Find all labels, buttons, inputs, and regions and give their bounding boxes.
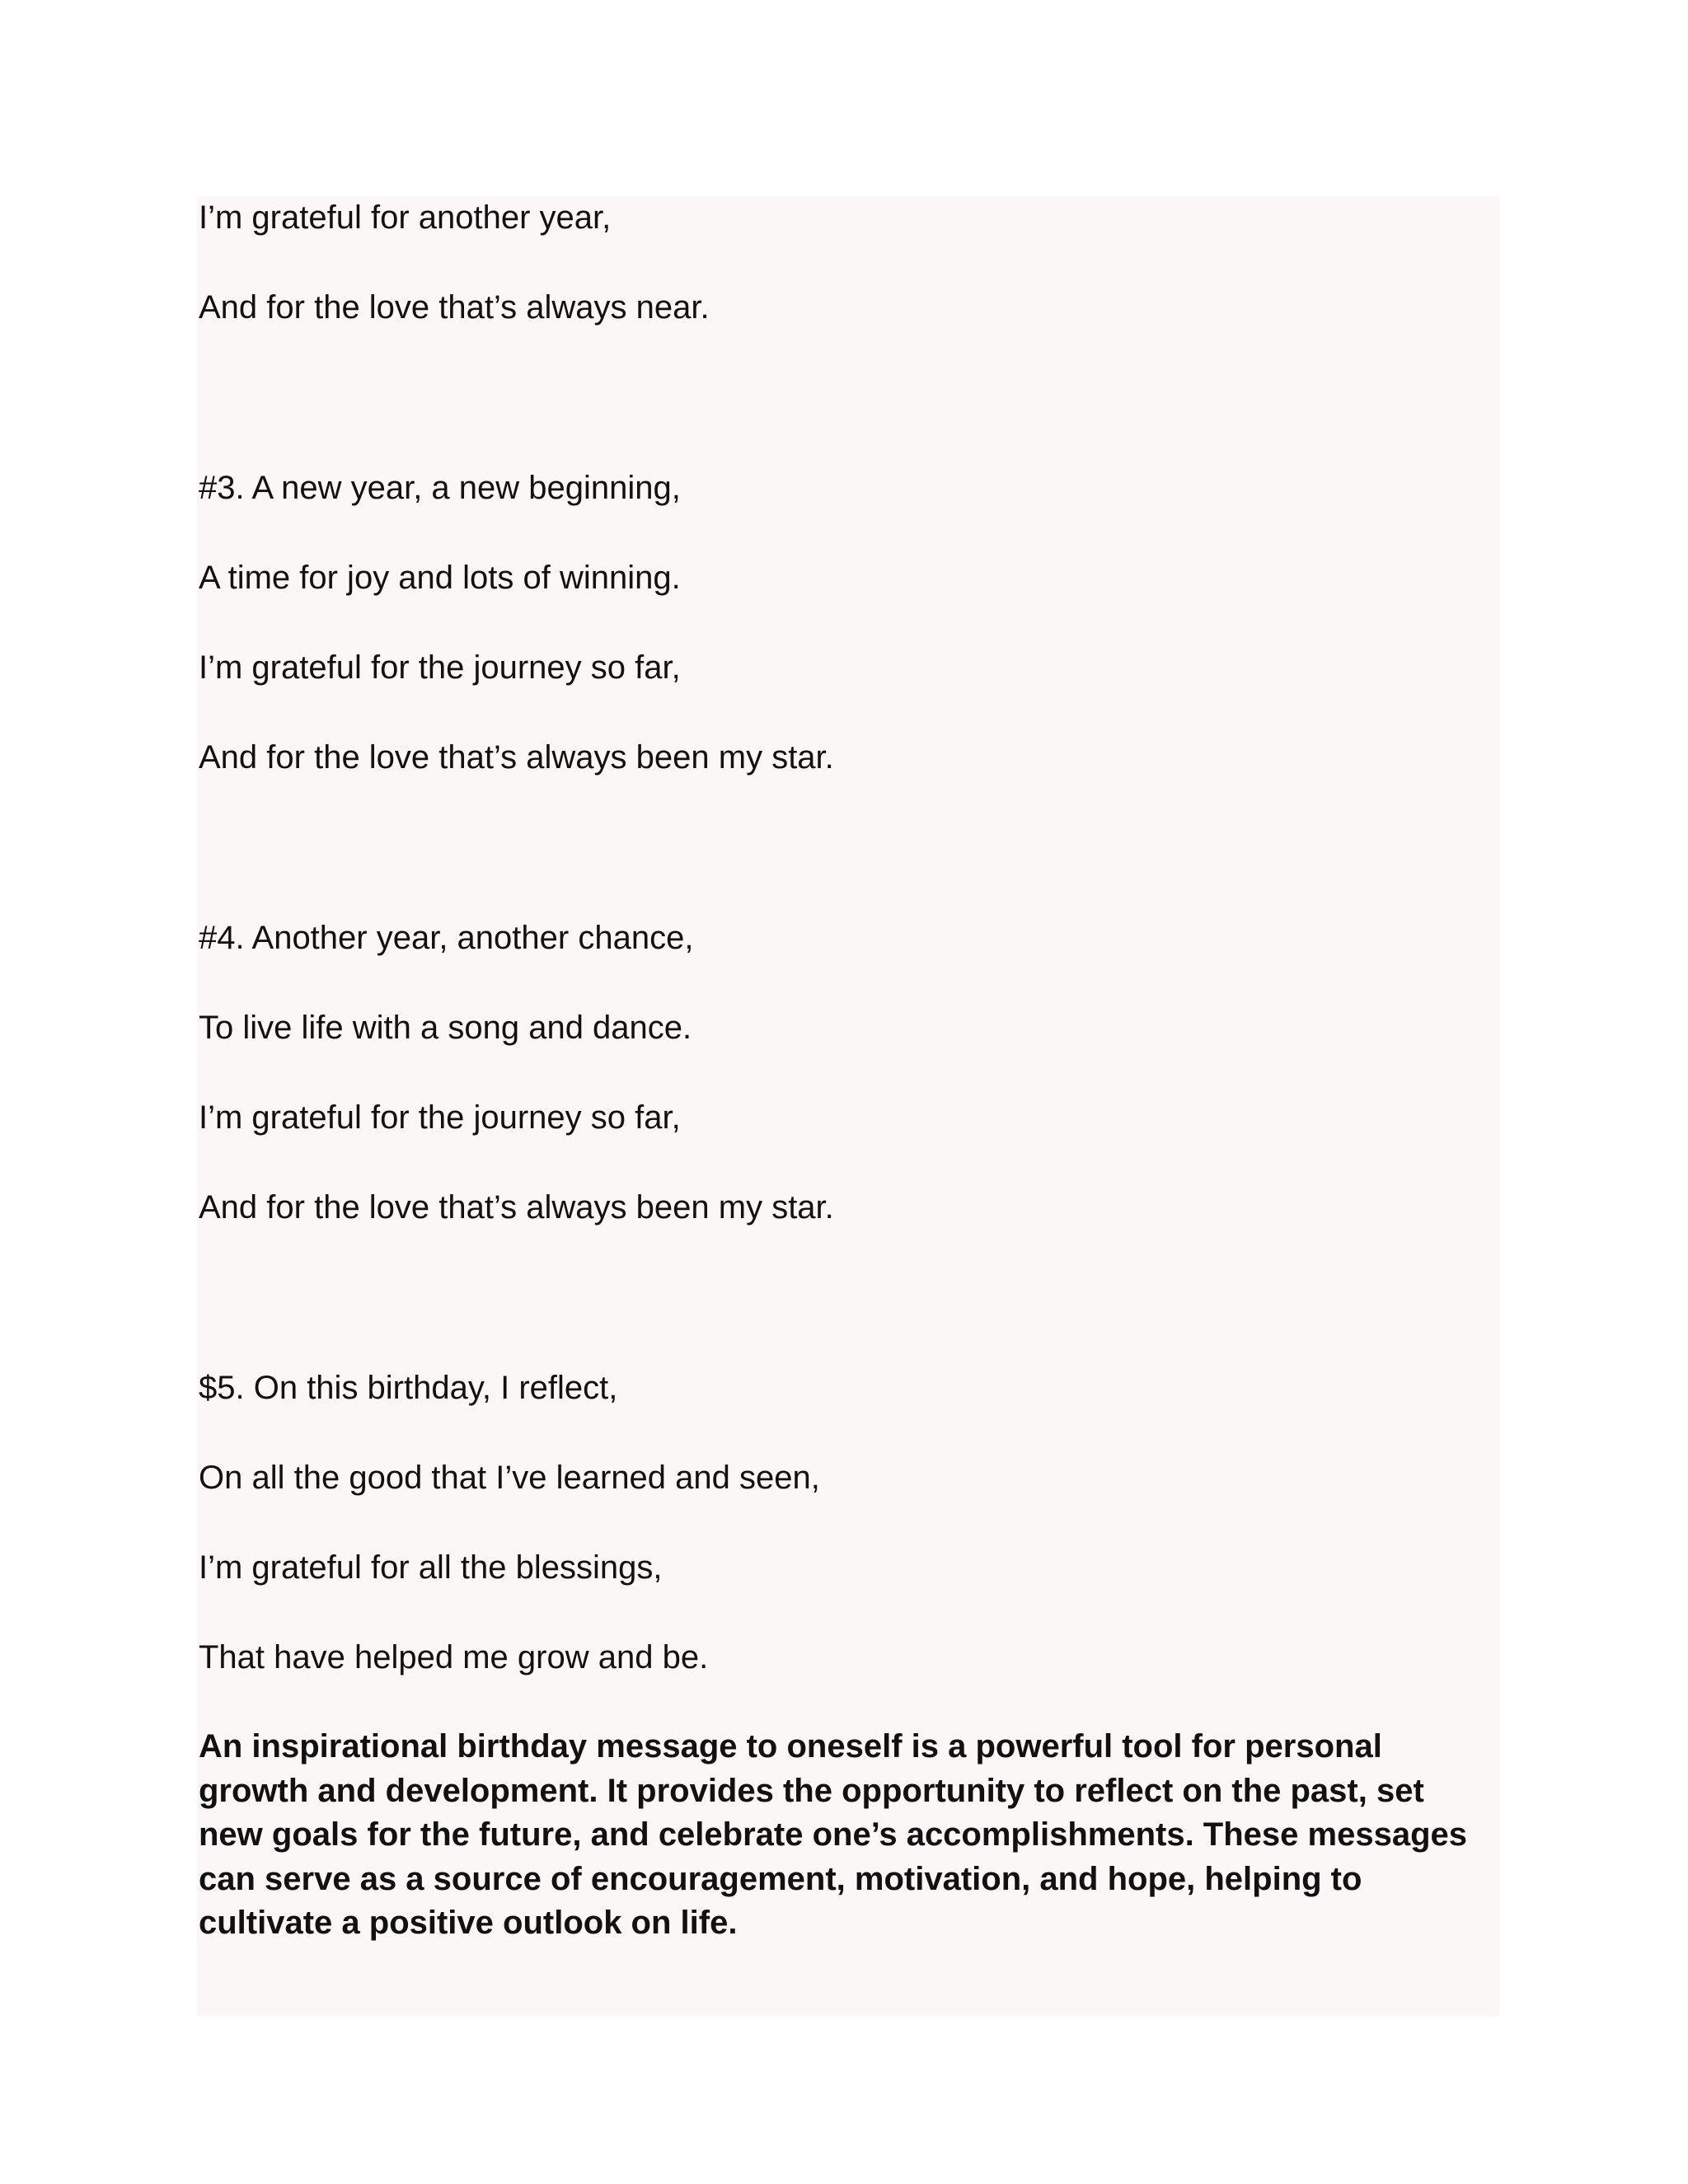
poem-2-line-4: And for the love that’s always near. (199, 289, 710, 326)
poem-5-line-2: On all the good that I’ve learned and seen, (199, 1460, 820, 1496)
poem-3-line-4: And for the love that’s always been my star. (199, 739, 834, 776)
poem-5-line-3: I’m grateful for all the blessings, (199, 1549, 663, 1586)
poem-3-line-1: #3. A new year, a new beginning, (199, 470, 681, 506)
poem-3-line-2: A time for joy and lots of winning. (199, 560, 681, 596)
poem-4-line-1: #4. Another year, another chance, (199, 920, 694, 956)
poem-4-line-2: To live life with a song and dance. (199, 1010, 692, 1046)
poem-5-line-1: $5. On this birthday, I reflect, (199, 1370, 618, 1406)
poem-5-line-4: That have helped me grow and be. (199, 1639, 709, 1675)
text-block (197, 196, 1499, 2016)
poem-3-line-3: I’m grateful for the journey so far, (199, 649, 681, 686)
poem-4-line-3: I’m grateful for the journey so far, (199, 1099, 681, 1136)
poem-2-line-3: I’m grateful for another year, (199, 199, 612, 236)
poem-4-line-4: And for the love that’s always been my star. (199, 1189, 834, 1226)
summary-paragraph: An inspirational birthday message to oneself is a powerful tool for personal growth and development. It provides the opportunity to reflect on the past, set new goals for the future, and celebrate one’s accomplishments. These messages can serve as a source of encouragement, motivation, and hope, helping to cultivate a positive outlook on life. (199, 1728, 1468, 1941)
